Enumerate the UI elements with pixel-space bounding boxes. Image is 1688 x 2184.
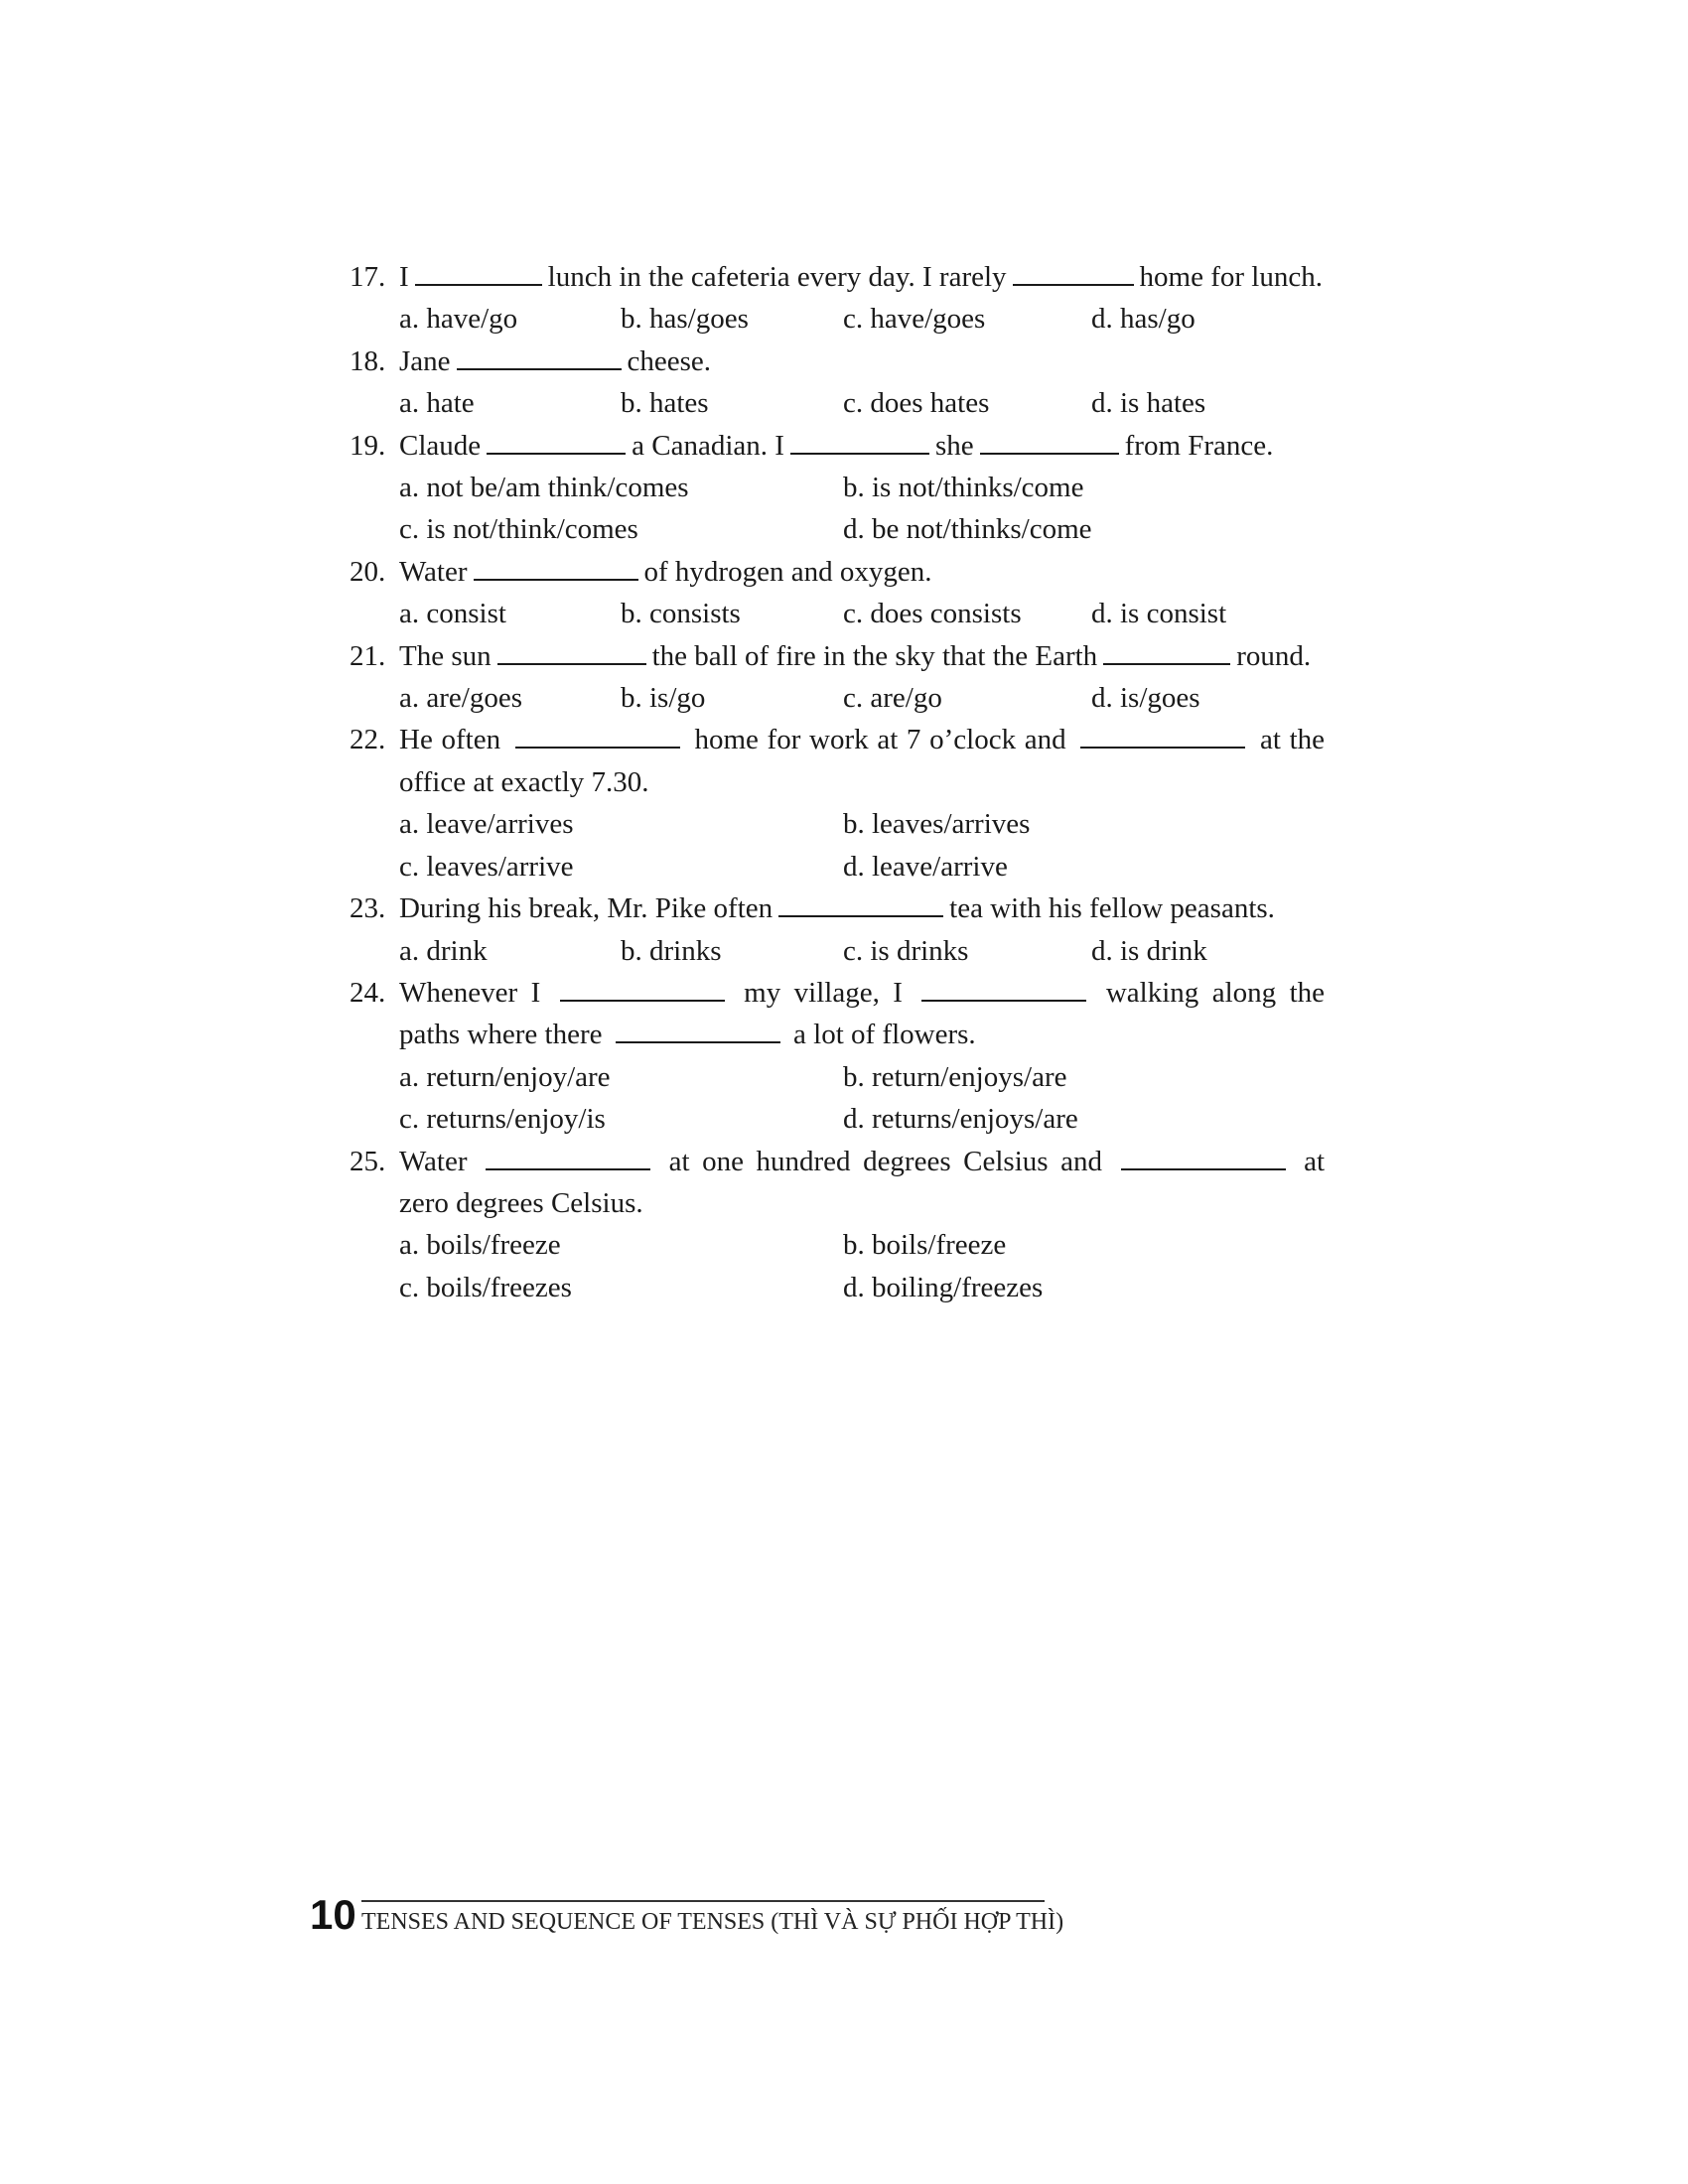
answer-options	[399, 1224, 1325, 1308]
answer-options	[399, 467, 1325, 551]
option-b[interactable]: b. return/enjoys/are	[843, 1060, 1067, 1093]
option-c[interactable]: c. returns/enjoy/is	[399, 1103, 606, 1136]
question-number: 24.	[350, 976, 386, 1009]
answer-blank[interactable]	[415, 256, 542, 286]
answer-options	[399, 593, 1325, 634]
answer-blank[interactable]	[1121, 1141, 1286, 1170]
running-title: TENSES AND SEQUENCE OF TENSES (THÌ VÀ SỰ PHỐI HỢP THÌ)	[361, 1909, 1064, 1935]
answer-blank[interactable]	[487, 425, 626, 455]
question-18	[350, 341, 1325, 425]
answer-blank[interactable]	[980, 425, 1119, 455]
option-c[interactable]: c. have/goes	[843, 303, 986, 336]
option-d[interactable]: d. is/goes	[1091, 682, 1200, 715]
answer-blank[interactable]	[790, 425, 929, 455]
option-a[interactable]: a. hate	[399, 387, 475, 420]
answer-options	[399, 930, 1325, 972]
answer-options	[399, 1056, 1325, 1141]
answer-blank[interactable]	[1080, 719, 1245, 749]
option-a[interactable]: a. return/enjoy/are	[399, 1060, 611, 1093]
question-number: 17.	[350, 261, 386, 293]
option-b[interactable]: b. is not/thinks/come	[843, 472, 1084, 504]
answer-blank[interactable]	[1013, 256, 1134, 286]
question-17	[350, 256, 1325, 341]
answer-blank[interactable]	[486, 1141, 650, 1170]
option-b[interactable]: b. is/go	[621, 682, 706, 715]
exercise-list	[350, 256, 1325, 1308]
question-25	[350, 1141, 1325, 1309]
question-20	[350, 551, 1325, 635]
option-d[interactable]: d. be not/thinks/come	[843, 513, 1092, 546]
option-b[interactable]: b. boils/freeze	[843, 1229, 1007, 1262]
answer-blank[interactable]	[778, 887, 943, 917]
option-c[interactable]: c. leaves/arrive	[399, 850, 574, 883]
answer-blank[interactable]	[474, 551, 638, 581]
question-number: 18.	[350, 344, 386, 377]
option-a[interactable]: a. drink	[399, 934, 488, 967]
option-c[interactable]: c. does hates	[843, 387, 990, 420]
question-stem: Claude a Canadian. I she from France.	[399, 425, 1325, 467]
option-c[interactable]: c. is not/think/comes	[399, 513, 638, 546]
question-stem: The sun the ball of fire in the sky that the Earth round.	[399, 635, 1325, 677]
question-22	[350, 719, 1325, 887]
question-stem: I lunch in the cafeteria every day. I rarely home for lunch.	[399, 256, 1325, 298]
question-number: 19.	[350, 429, 386, 462]
option-c[interactable]: c. boils/freezes	[399, 1271, 572, 1303]
answer-options	[399, 382, 1325, 424]
question-stem: During his break, Mr. Pike often tea with his fellow peasants.	[399, 887, 1325, 929]
answer-blank[interactable]	[560, 972, 725, 1002]
question-number: 23.	[350, 892, 386, 925]
question-24	[350, 972, 1325, 1141]
question-number: 25.	[350, 1145, 386, 1177]
answer-options	[399, 298, 1325, 340]
option-a[interactable]: a. consist	[399, 598, 506, 630]
question-number: 20.	[350, 555, 386, 588]
option-b[interactable]: b. consists	[621, 598, 741, 630]
option-a[interactable]: a. are/goes	[399, 682, 522, 715]
question-number: 21.	[350, 639, 386, 672]
question-21	[350, 635, 1325, 720]
page-footer	[310, 1890, 1064, 1940]
option-a[interactable]: a. boils/freeze	[399, 1229, 561, 1262]
option-d[interactable]: d. returns/enjoys/are	[843, 1103, 1078, 1136]
option-a[interactable]: a. not be/am think/comes	[399, 472, 689, 504]
option-d[interactable]: d. boiling/freezes	[843, 1271, 1044, 1303]
option-d[interactable]: d. is drink	[1091, 934, 1207, 967]
question-stem: Jane cheese.	[399, 341, 1325, 382]
answer-blank[interactable]	[497, 635, 646, 665]
option-a[interactable]: a. have/go	[399, 303, 518, 336]
answer-blank[interactable]	[457, 341, 622, 370]
option-b[interactable]: b. drinks	[621, 934, 722, 967]
page-number: 10	[310, 1891, 356, 1938]
footer-divider	[361, 1900, 1045, 1902]
option-d[interactable]: d. has/go	[1091, 303, 1196, 336]
option-d[interactable]: d. is hates	[1091, 387, 1206, 420]
option-b[interactable]: b. hates	[621, 387, 709, 420]
answer-blank[interactable]	[515, 719, 680, 749]
question-stem: Water of hydrogen and oxygen.	[399, 551, 1325, 593]
answer-blank[interactable]	[1103, 635, 1230, 665]
answer-options	[399, 803, 1325, 887]
question-stem: Water at one hundred degrees Celsius and at zero degrees Celsius.	[399, 1141, 1325, 1225]
option-a[interactable]: a. leave/arrives	[399, 808, 574, 841]
option-d[interactable]: d. leave/arrive	[843, 850, 1008, 883]
option-c[interactable]: c. are/go	[843, 682, 942, 715]
option-b[interactable]: b. has/goes	[621, 303, 749, 336]
answer-options	[399, 677, 1325, 719]
option-b[interactable]: b. leaves/arrives	[843, 808, 1031, 841]
answer-blank[interactable]	[616, 1014, 780, 1043]
option-c[interactable]: c. does consists	[843, 598, 1022, 630]
question-19	[350, 425, 1325, 551]
question-stem: Whenever I my village, I walking along the paths where there a lot of flowers.	[399, 972, 1325, 1056]
question-number: 22.	[350, 724, 386, 756]
answer-blank[interactable]	[921, 972, 1086, 1002]
option-c[interactable]: c. is drinks	[843, 934, 969, 967]
question-stem: He often home for work at 7 o’clock and at the office at exactly 7.30.	[399, 719, 1325, 803]
option-d[interactable]: d. is consist	[1091, 598, 1227, 630]
question-23	[350, 887, 1325, 972]
